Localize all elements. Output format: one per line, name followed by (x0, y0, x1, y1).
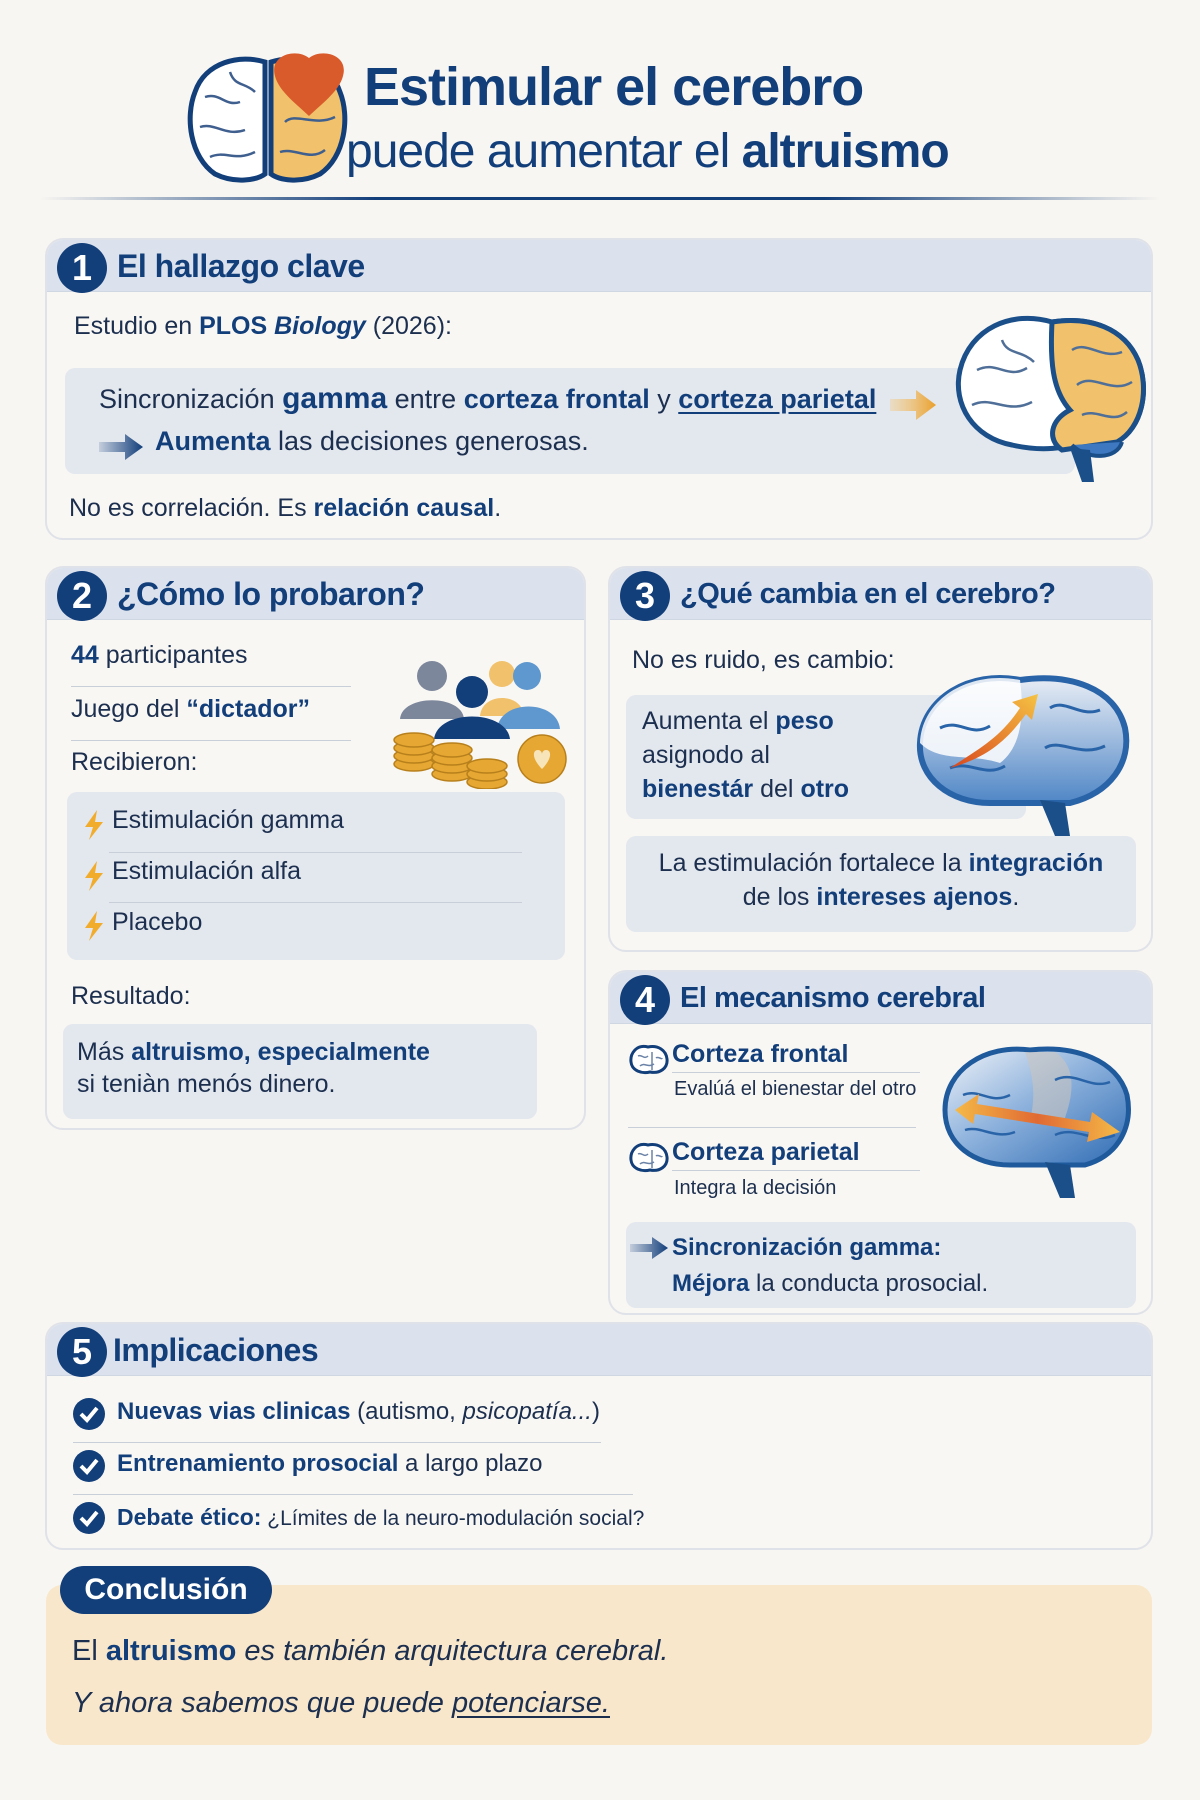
check-icon (73, 1450, 105, 1482)
finding-statement: Sincronización gamma entre corteza frontal y corteza parietal (99, 382, 877, 415)
people-coins-icon (392, 654, 567, 789)
causal-statement: No es correlación. Es relación causal. (69, 494, 502, 522)
divider (71, 740, 351, 741)
condition-item: Estimulación alfa (112, 857, 301, 885)
result-label: Resultado: (71, 982, 191, 1010)
brain-bidirectional-arrow-icon (935, 1040, 1135, 1210)
section-title: ¿Qué cambia en el cerebro? (680, 578, 1056, 610)
implication-item: Entrenamiento prosocial a largo plazo (117, 1450, 543, 1477)
section-number-badge: 2 (57, 571, 107, 621)
region-name: Corteza parietal (672, 1138, 860, 1166)
section-brain-change (608, 566, 1153, 952)
section-brain-mechanism (608, 970, 1153, 1315)
lightning-icon (83, 810, 105, 840)
condition-item: Estimulación gamma (112, 806, 345, 834)
divider (109, 852, 522, 853)
section-how-tested (45, 566, 586, 1130)
divider (73, 1494, 633, 1495)
section-header (610, 972, 1151, 1024)
game-type: Juego del “dictador” (71, 695, 310, 723)
check-icon (73, 1502, 105, 1534)
intro-text: No es ruido, es cambio: (632, 646, 895, 674)
brain-small-icon (628, 1044, 670, 1076)
section-number-badge: 4 (620, 975, 670, 1025)
lightning-icon (83, 911, 105, 941)
region-name: Corteza frontal (672, 1040, 849, 1068)
section-implications (45, 1322, 1153, 1550)
finding-result: Aumenta las decisiones generosas. (155, 426, 589, 456)
study-citation: Estudio en PLOS Biology (2026): (74, 312, 452, 340)
brain-arrow-up-icon (910, 668, 1140, 838)
integration-text: La estimulación fortalece la integración de los intereses ajenos. (658, 849, 1104, 911)
brain-parietal-highlight-icon (952, 310, 1152, 488)
divider (73, 1442, 601, 1443)
section-key-finding (45, 238, 1153, 540)
conclusion-label: Conclusión (60, 1566, 272, 1614)
divider (672, 1072, 920, 1073)
section-title: El mecanismo cerebral (680, 982, 986, 1014)
participants-count: 44 participantes (71, 641, 248, 669)
divider (672, 1170, 920, 1171)
arrow-right-icon (99, 433, 145, 461)
brain-heart-icon (185, 52, 355, 187)
section-title: Implicaciones (113, 1332, 319, 1368)
region-description: Evalúá el bienestar del otro (674, 1078, 917, 1100)
divider (628, 1127, 916, 1128)
weight-text: Aumenta el peso asignodo al bienestár del otro (642, 707, 850, 803)
section-number-badge: 1 (57, 243, 107, 293)
section-header (47, 240, 1151, 292)
section-number-badge: 5 (57, 1327, 107, 1377)
implication-item: Debate ético: ¿Límites de la neuro-modulación social? (117, 1504, 645, 1530)
section-header (47, 1324, 1151, 1376)
lightning-icon (83, 861, 105, 891)
sync-text: Sincronización gamma: Méjora la conducta prosocial. (672, 1234, 989, 1297)
section-title: El hallazgo clave (117, 248, 365, 284)
section-header (610, 568, 1151, 620)
implication-item: Nuevas vias clinicas (autismo, psicopatía...) (117, 1398, 600, 1425)
section-header (47, 568, 584, 620)
check-icon (73, 1398, 105, 1430)
section-number-badge: 3 (620, 571, 670, 621)
header-divider (40, 197, 1160, 200)
conclusion-line-2: Y ahora sabemos que puede potenciarse. (72, 1687, 610, 1719)
result-text: Más altruismo, especialmente si teniàn menós dinero. (77, 1038, 430, 1098)
page-title: Estimular el cerebro (364, 57, 864, 117)
divider (109, 902, 522, 903)
divider (71, 686, 351, 687)
region-description: Integra la decisión (674, 1177, 837, 1199)
received-label: Recibieron: (71, 748, 198, 776)
arrow-right-icon (890, 388, 938, 422)
conclusion-line-1: El altruismo es también arquitectura cerebral. (72, 1635, 669, 1667)
brain-small-icon (628, 1142, 670, 1174)
arrow-right-icon (630, 1236, 670, 1260)
section-title: ¿Cómo lo probaron? (117, 576, 425, 612)
condition-item: Placebo (112, 908, 203, 936)
page-subtitle: puede aumentar el altruismo (346, 125, 949, 178)
